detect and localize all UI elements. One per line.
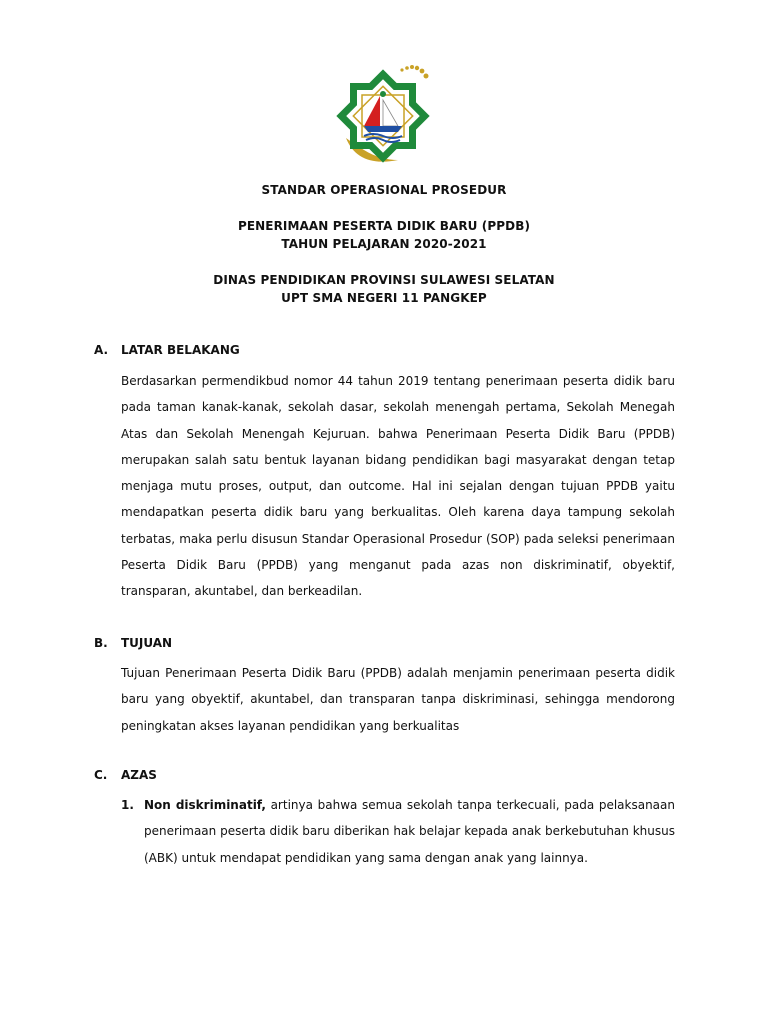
school-logo (328, 60, 438, 170)
section-a-letter: A. (94, 343, 109, 357)
section-b-body: Tujuan Penerimaan Peserta Didik Baru (PPDB) adalah menjamin penerimaan peserta didik baru yang obyektif, akuntabel, dan transparan tanpa diskriminasi, sehingga mendorong peningkatan akses layanan pendidikan yang berkualitas (121, 666, 675, 733)
document-subtitle: PENERIMAAN PESERTA DIDIK BARU (PPDB) (237, 219, 531, 233)
section-b-letter: B. (94, 636, 108, 650)
list-item-text: artinya bahwa semua sekolah tanpa terkecuali, pada pelaksanaan penerimaan peserta didik baru diberikan hak belajar kepada anak berkebutuhan khusus (ABK) untuk mendapat pendidikan yang sama dengan anak yang lainnya. (144, 798, 675, 865)
section-c-letter: C. (94, 768, 108, 782)
list-item-term: Non diskriminatif, (144, 798, 266, 812)
list-item (144, 792, 675, 871)
section-a-title: LATAR BELAKANG (121, 343, 240, 357)
section-a-body: Berdasarkan permendikbud nomor 44 tahun 2019 tentang penerimaan peserta didik baru pada taman kanak-kanak, sekolah dasar, sekolah menengah pertama, Sekolah Menegah Atas dan Sekolah Menengah Kejuruan. bahwa Penerimaan Peserta Didik Baru (PPDB) merupakan salah satu bentuk layanan bidang pendidikan bagi masyarakat dengan tetap menjaga mutu proses, output, dan outcome. Hal ini sejalan dengan tujuan PPDB yaitu mendapatkan peserta didik baru yang berkualitas. Oleh karena daya tampung sekolah terbatas, maka perlu disusun Standar Operasional Prosedur (SOP) pada seleksi penerimaan Peserta Didik Baru (PPDB) yang menganut pada azas non diskriminatif, obyektif, transparan, akuntabel, dan berkeadilan. (121, 374, 675, 599)
document-year: TAHUN PELAJARAN 2020-2021 (281, 237, 487, 251)
document-title: STANDAR OPERASIONAL PROSEDUR (261, 183, 507, 197)
section-b-title: TUJUAN (121, 636, 173, 650)
list-item-number: 1. (121, 798, 134, 812)
school-name: UPT SMA NEGERI 11 PANGKEP (281, 291, 487, 305)
office-name: DINAS PENDIDIKAN PROVINSI SULAWESI SELATAN (213, 273, 555, 287)
section-c-title: AZAS (121, 768, 157, 782)
